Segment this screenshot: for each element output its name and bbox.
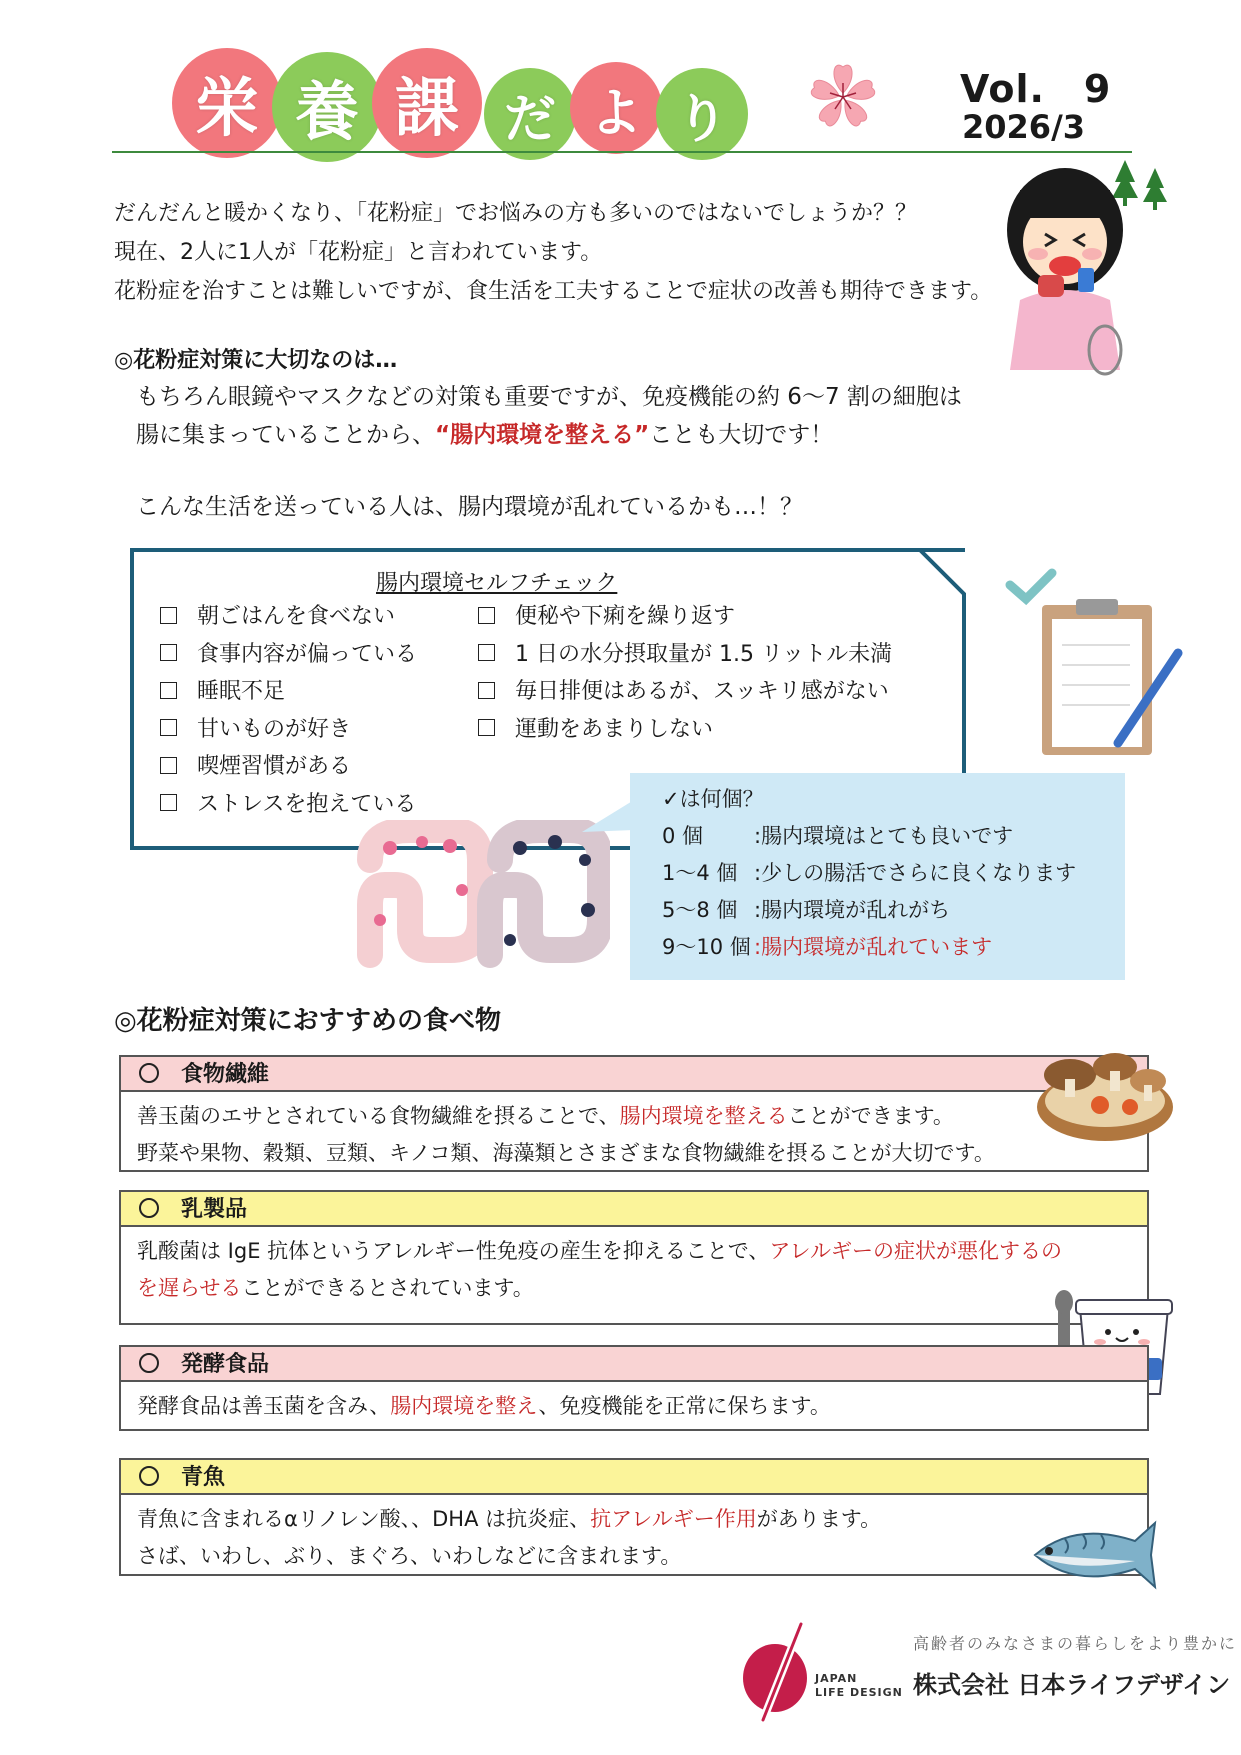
check-item[interactable]	[478, 673, 892, 711]
result-bubble-tail	[582, 800, 634, 840]
checkbox-square[interactable]	[160, 719, 177, 736]
fish-line-2: さば、いわし、ぶり、まぐろ、いわしなどに含まれます。	[137, 1544, 682, 1568]
checkbox-square[interactable]	[478, 644, 495, 661]
self-check-title: 腸内環境セルフチェック	[376, 571, 618, 596]
check-item[interactable]	[160, 673, 417, 711]
intro-line: 花粉症を治すことは難しいですが、食生活を工夫することで症状の改善も期待できます。	[114, 279, 993, 304]
title-char-1: 栄	[172, 48, 282, 158]
check-item-label: 甘いものが好き	[197, 716, 352, 742]
checkbox-square[interactable]	[160, 644, 177, 661]
emphasis-text: 腸内環境を整え	[390, 1394, 539, 1418]
check-item-label: 喫煙習慣がある	[197, 754, 352, 779]
importance-line-2	[136, 416, 833, 454]
checkbox-square[interactable]	[478, 682, 495, 699]
fermented-title: 発酵食品	[181, 1352, 270, 1377]
logo-line: JAPAN	[815, 1672, 858, 1685]
result-count: 1～4 個	[662, 861, 738, 885]
emphasis-text: アレルギーの症状が悪化するの	[769, 1239, 1062, 1263]
fish-title: 青魚	[181, 1465, 226, 1490]
sneezing-girl-illustration	[990, 150, 1180, 380]
body-text: 、免疫機能を正常に保ちます。	[538, 1394, 831, 1418]
circle-bullet-icon	[139, 1466, 159, 1486]
fermented-body	[121, 1382, 1147, 1431]
check-item-label: 運動をあまりしない	[515, 716, 714, 742]
importance-text: 腸に集まっていることから、	[136, 422, 435, 448]
result-count: 5～8 個	[662, 898, 738, 922]
body-text: ことができるとされています。	[241, 1276, 534, 1300]
checkbox-square[interactable]	[478, 607, 495, 624]
intestine-illustration	[350, 820, 610, 970]
result-text: :腸内環境が乱れがち	[754, 898, 951, 922]
intro-text	[114, 194, 992, 311]
check-item[interactable]	[160, 711, 417, 749]
company-logo-icon	[735, 1620, 815, 1725]
dairy-line-2	[137, 1270, 1131, 1307]
check-item[interactable]	[478, 711, 892, 749]
check-item[interactable]	[478, 598, 892, 636]
result-row	[662, 929, 1076, 966]
food-heading: ◎花粉症対策におすすめの食べ物	[114, 1006, 501, 1036]
issue-date: 2026/3	[962, 108, 1086, 146]
circle-bullet-icon	[139, 1063, 159, 1083]
result-row	[662, 855, 1076, 892]
result-question: ✓は何個？	[662, 787, 764, 811]
result-text: :腸内環境が乱れています	[754, 935, 993, 959]
dairy-box	[119, 1190, 1149, 1325]
checkbox-square[interactable]	[160, 682, 177, 699]
circle-bullet-icon	[139, 1353, 159, 1373]
check-item[interactable]	[160, 598, 417, 636]
title-char-5: よ	[570, 62, 662, 154]
emphasis-text: を遅らせる	[137, 1276, 242, 1300]
fermented-header	[121, 1347, 1147, 1382]
fish-body	[121, 1495, 1147, 1581]
body-text: ことができます。	[787, 1104, 954, 1128]
body-text: があります。	[756, 1507, 882, 1531]
check-lead-text: こんな生活を送っている人は、腸内環境が乱れているかも…！？	[136, 494, 803, 520]
body-text: 乳酸菌は IgE 抗体というアレルギー性免疫の産生を抑えることで、	[137, 1239, 770, 1263]
result-count: 0 個	[662, 824, 704, 848]
checkbox-square[interactable]	[160, 607, 177, 624]
checkbox-square[interactable]	[160, 757, 177, 774]
fiber-line-2: 野菜や果物、穀類、豆類、キノコ類、海藻類とさまざまな食物繊維を摂ることが大切です。	[137, 1141, 995, 1165]
importance-text: ことも大切です！	[649, 422, 834, 448]
check-item[interactable]	[478, 636, 892, 674]
emphasis-text: “腸内環境を整える”	[435, 422, 650, 448]
check-list-right	[478, 598, 892, 748]
title-char-4: だ	[484, 68, 576, 160]
result-text: :腸内環境はとても良いです	[754, 824, 1014, 848]
check-item-label: 毎日排便はあるが、スッキリ感がない	[515, 679, 889, 704]
fish-header	[121, 1460, 1147, 1495]
body-text: 善玉菌のエサとされている食物繊維を摂ることで、	[137, 1104, 620, 1128]
fish-box	[119, 1458, 1149, 1576]
fiber-title: 食物繊維	[181, 1062, 270, 1087]
intro-line: だんだんと暖かくなり、「花粉症」でお悩みの方も多いのではないでしょうか？？	[114, 201, 918, 226]
header-divider	[112, 151, 1132, 153]
title-char-2: 養	[272, 52, 382, 162]
cherry-blossom-icon	[798, 50, 888, 140]
check-item-label: 1 日の水分摂取量が 1.5 リットル未満	[515, 641, 893, 667]
logo-text	[815, 1672, 903, 1700]
result-row	[662, 892, 1076, 929]
check-item[interactable]	[160, 786, 417, 824]
result-count: 9～10 個	[662, 935, 751, 959]
clipboard-checklist-illustration	[1000, 565, 1190, 765]
fiber-line-1	[137, 1098, 1131, 1135]
dairy-title: 乳製品	[181, 1197, 248, 1222]
dairy-body	[121, 1227, 1147, 1313]
fiber-body	[121, 1092, 1147, 1178]
fish-line-1	[137, 1501, 1131, 1538]
check-item-label: ストレスを抱えている	[197, 791, 417, 817]
logo-line: LIFE DESIGN	[815, 1686, 903, 1699]
fiber-header	[121, 1057, 1147, 1092]
mackerel-fish-illustration	[1025, 1515, 1185, 1595]
dairy-header	[121, 1192, 1147, 1227]
result-text: :少しの腸活でさらに良くなります	[754, 861, 1077, 885]
volume-number: Vol. 9	[960, 67, 1112, 111]
check-item[interactable]	[160, 748, 417, 786]
company-tagline: 高齢者のみなさまの暮らしをより豊かに	[913, 1634, 1238, 1653]
check-list-left	[160, 598, 417, 823]
title-char-3: 課	[372, 48, 482, 158]
check-item[interactable]	[160, 636, 417, 674]
body-text: 発酵食品は善玉菌を含み、	[137, 1394, 391, 1418]
importance-heading: ◎花粉症対策に大切なのは…	[114, 348, 398, 373]
intro-line: 現在、2人に1人が「花粉症」と言われています。	[114, 240, 603, 265]
circle-bullet-icon	[139, 1198, 159, 1218]
check-result-content	[662, 781, 1076, 966]
mushroom-basket-illustration	[1030, 1035, 1180, 1145]
body-text: 青魚に含まれるαリノレン酸、、DHA は抗炎症、	[137, 1507, 591, 1531]
checkbox-square[interactable]	[160, 794, 177, 811]
fiber-box	[119, 1055, 1149, 1172]
emphasis-text: 抗アレルギー作用	[590, 1507, 757, 1531]
title-char-6: り	[656, 68, 748, 160]
check-item-label: 食事内容が偏っている	[197, 641, 418, 667]
emphasis-text: 腸内環境を整える	[619, 1104, 788, 1128]
dairy-line-1	[137, 1233, 1131, 1270]
fermented-box	[119, 1345, 1149, 1431]
importance-line-1: もちろん眼鏡やマスクなどの対策も重要ですが、免疫機能の約 6～7 割の細胞は	[136, 384, 962, 410]
company-name: 株式会社 日本ライフデザイン	[913, 1671, 1231, 1699]
result-row	[662, 818, 1076, 855]
checkbox-square[interactable]	[478, 719, 495, 736]
fermented-line-1	[137, 1388, 1131, 1425]
check-item-label: 朝ごはんを食べない	[197, 604, 396, 629]
check-item-label: 睡眠不足	[197, 679, 286, 704]
check-item-label: 便秘や下痢を繰り返す	[515, 604, 736, 629]
